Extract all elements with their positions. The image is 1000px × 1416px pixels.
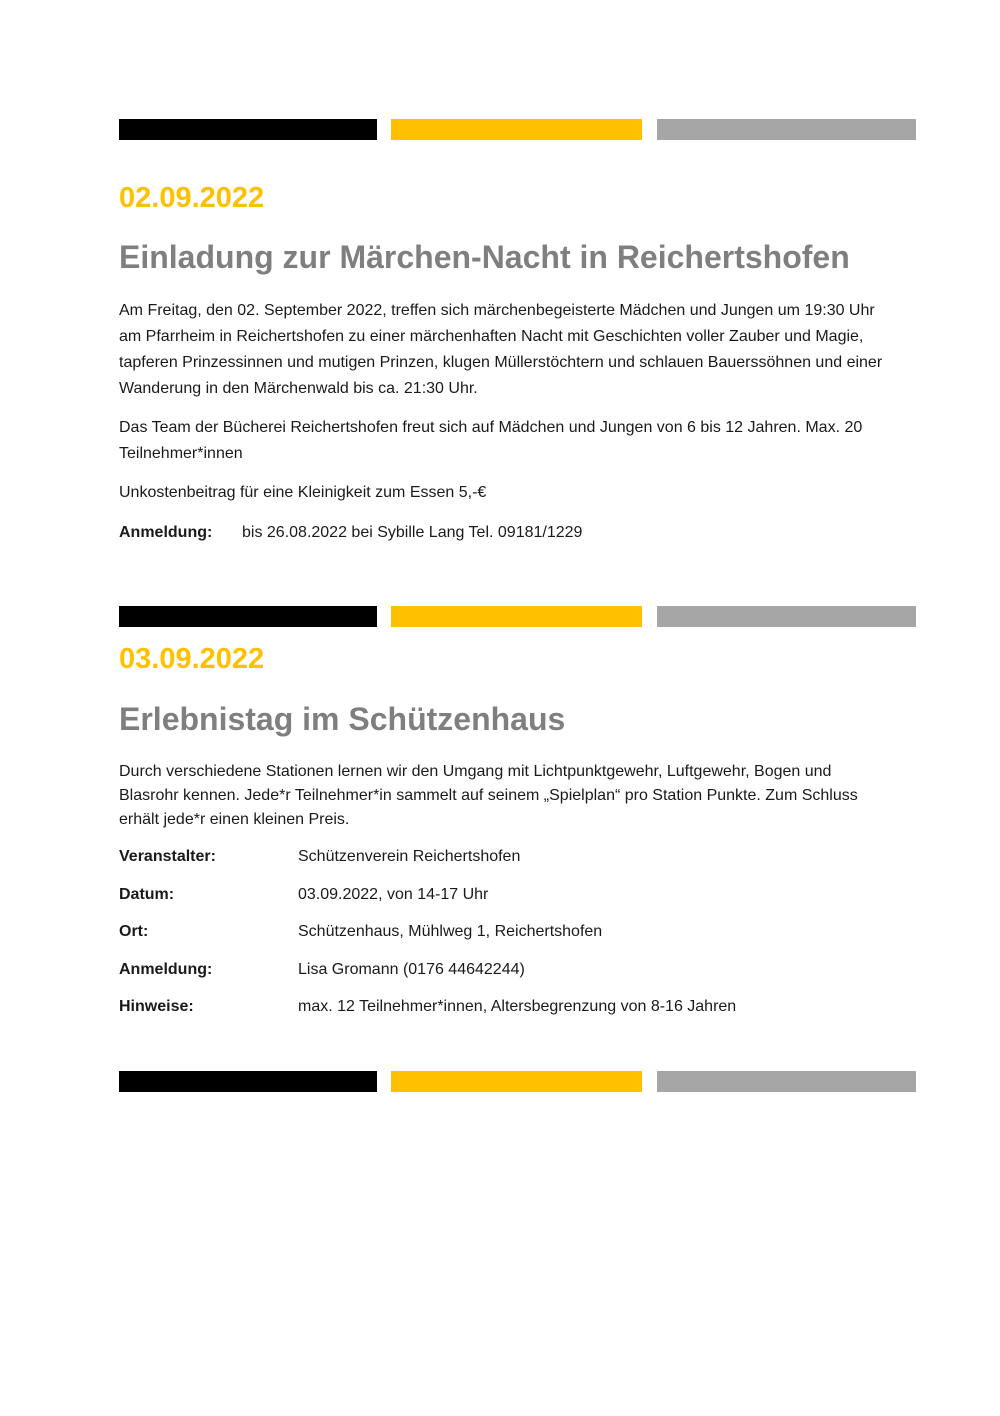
event1-registration-value: bis 26.08.2022 bei Sybille Lang Tel. 09181/1229 bbox=[242, 524, 583, 541]
divider-top bbox=[119, 119, 916, 140]
event2-date: 03.09.2022 bbox=[119, 643, 265, 675]
divider-bar-black bbox=[119, 1071, 377, 1092]
divider-middle bbox=[119, 606, 916, 627]
divider-bar-gray bbox=[657, 606, 916, 627]
detail-label-location: Ort: bbox=[119, 923, 149, 940]
detail-value-registration: Lisa Gromann (0176 44642244) bbox=[298, 961, 525, 978]
event2-description: Durch verschiedene Stationen lernen wir den Umgang mit Lichtpunktgewehr, Luftgewehr, Bogen und Blasrohr kennen. Jede*r Teilnehmer*in sammelt auf seinem „Spielplan“ pro Station Punkte. Zum Schluss erhält jede*r einen kleinen Preis. bbox=[119, 763, 858, 828]
detail-value-date: 03.09.2022, von 14-17 Uhr bbox=[298, 886, 489, 903]
event1-title: Einladung zur Märchen-Nacht in Reichertshofen bbox=[119, 239, 850, 275]
divider-bar-yellow bbox=[391, 119, 642, 140]
event1-cost: Unkostenbeitrag für eine Kleinigkeit zum Essen 5,-€ bbox=[119, 484, 487, 501]
divider-bar-black bbox=[119, 606, 377, 627]
detail-value-notes: max. 12 Teilnehmer*innen, Altersbegrenzung von 8-16 Jahren bbox=[298, 998, 737, 1015]
detail-value-location: Schützenhaus, Mühlweg 1, Reichertshofen bbox=[298, 923, 603, 940]
event2-title: Erlebnistag im Schützenhaus bbox=[119, 701, 566, 737]
detail-value-organizer: Schützenverein Reichertshofen bbox=[298, 848, 521, 865]
divider-bottom bbox=[119, 1071, 916, 1092]
detail-label-date: Datum: bbox=[119, 886, 175, 903]
event1-team: Das Team der Bücherei Reichertshofen freut sich auf Mädchen und Jungen von 6 bis 12 Jahren. Max. 20 Teilnehmer*innen bbox=[119, 419, 863, 462]
divider-bar-yellow bbox=[391, 606, 642, 627]
detail-label-notes: Hinweise: bbox=[119, 998, 194, 1015]
divider-bar-gray bbox=[657, 119, 916, 140]
divider-bar-gray bbox=[657, 1071, 916, 1092]
detail-label-organizer: Veranstalter: bbox=[119, 848, 216, 865]
divider-bar-yellow bbox=[391, 1071, 642, 1092]
detail-label-registration: Anmeldung: bbox=[119, 961, 213, 978]
event1-registration-label: Anmeldung: bbox=[119, 524, 213, 541]
event1-date: 02.09.2022 bbox=[119, 182, 265, 214]
divider-bar-black bbox=[119, 119, 377, 140]
event1-description: Am Freitag, den 02. September 2022, treffen sich märchenbegeisterte Mädchen und Jungen um 19:30 Uhr am Pfarrheim in Reichertshofen zu einer märchenhaften Nacht mit Geschichten voller Zauber und Magie, tapferen Prinzessinnen und mutigen Prinzen, klugen Müllerstöchtern und schlauen Bauerssöhnen und einer Wanderung in den Märchenwald bis ca. 21:30 Uhr. bbox=[119, 302, 883, 397]
